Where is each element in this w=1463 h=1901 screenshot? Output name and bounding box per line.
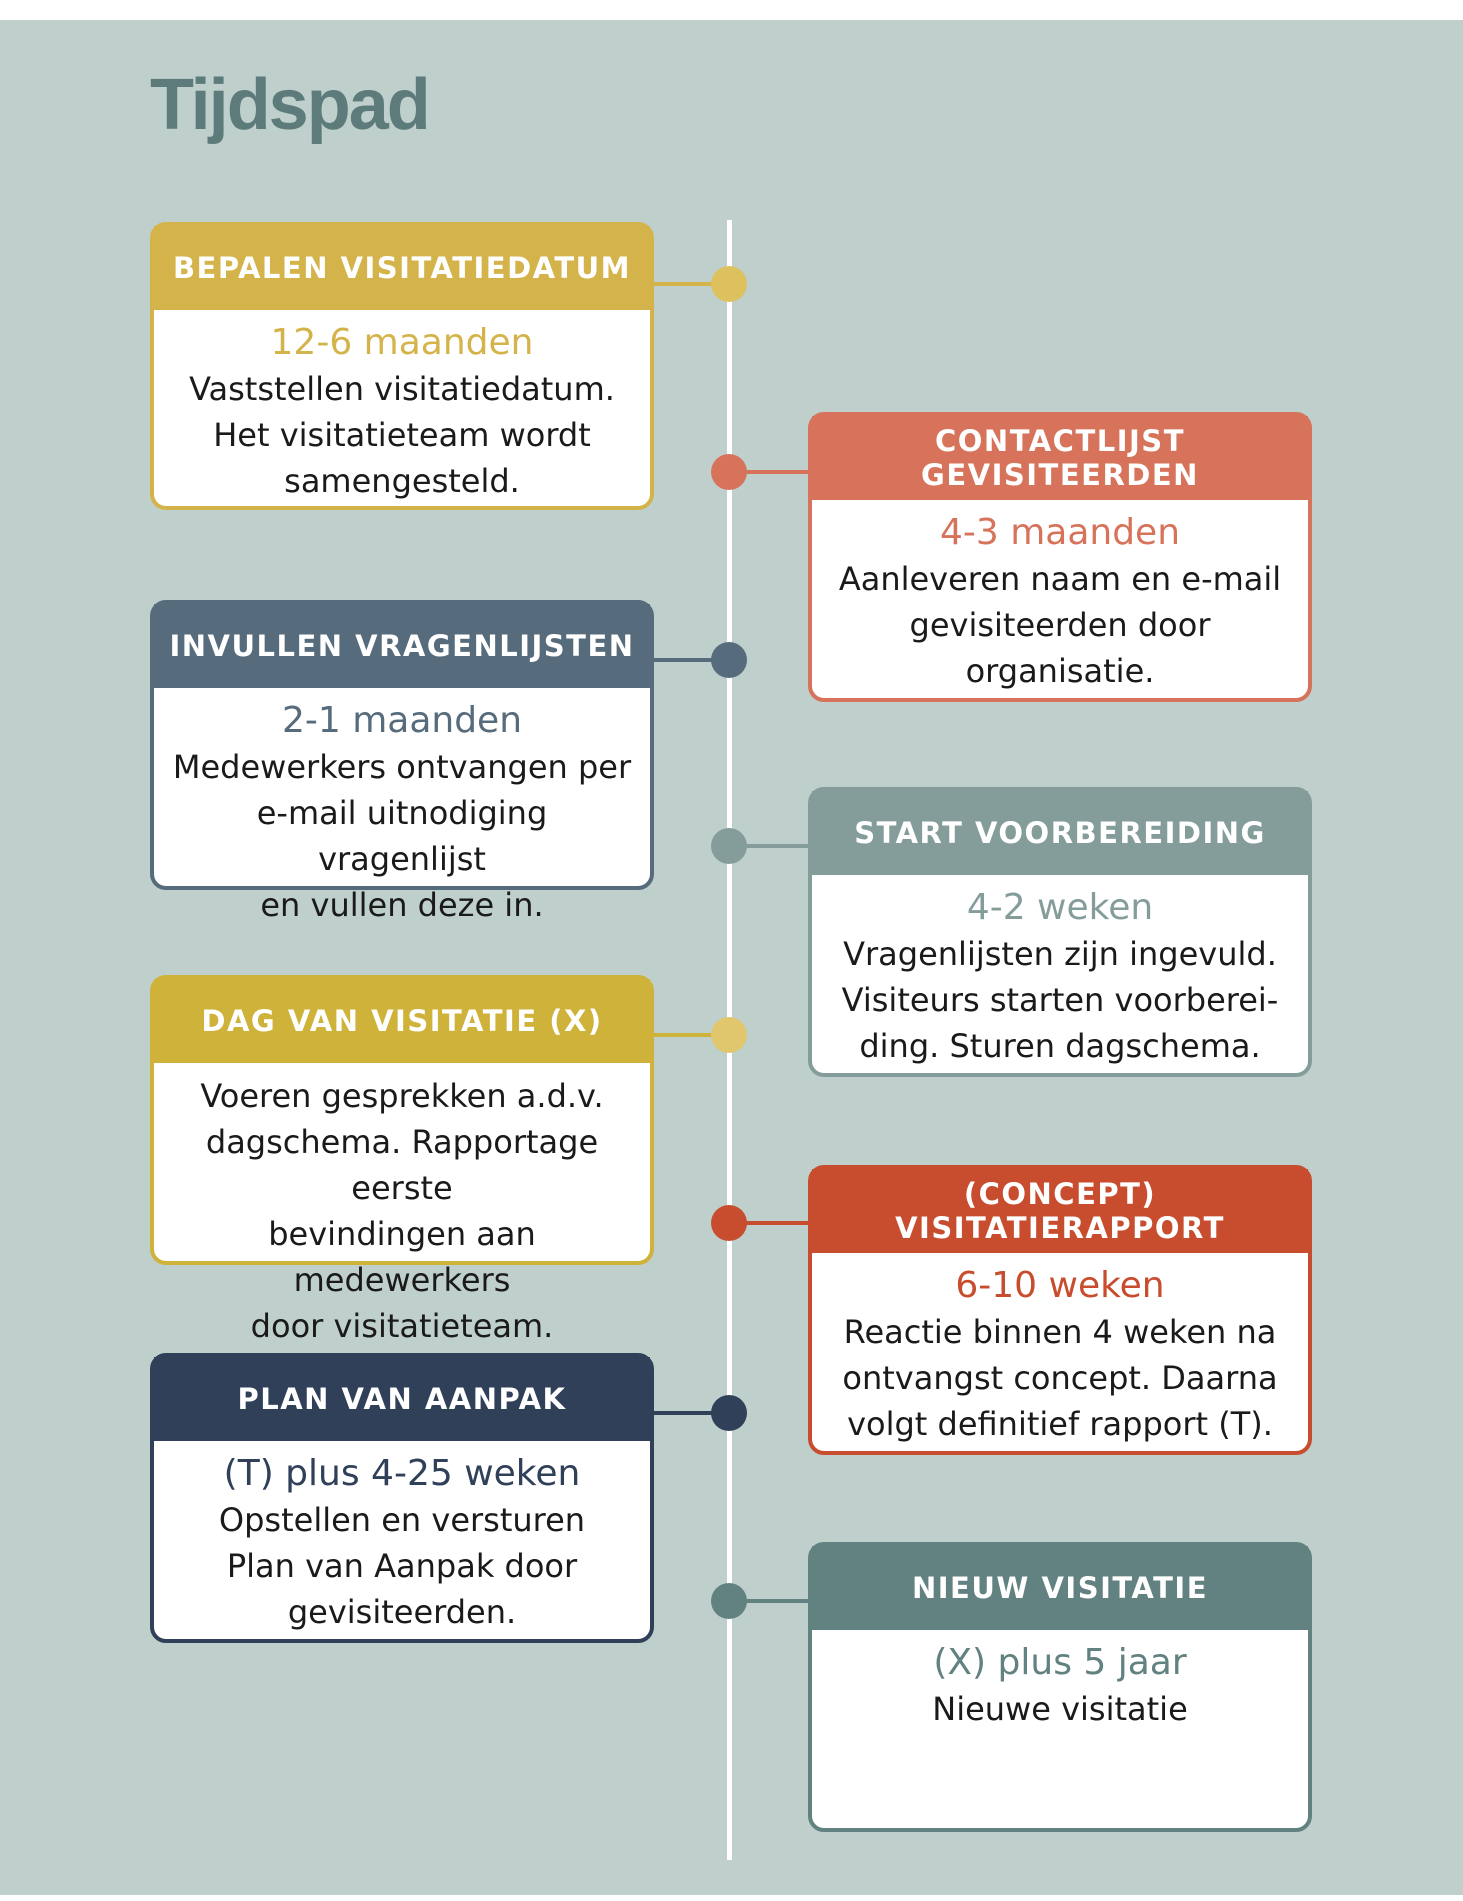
card-header: PLAN VAN AANPAK [154,1357,650,1441]
timeline-dot [711,1205,747,1241]
card-description: Vaststellen visitatiedatum. Het visitatieteam wordt samengesteld. [189,370,615,500]
timeline-card [150,975,654,1345]
card-period: 12-6 maanden [270,322,534,363]
card-period: (T) plus 4-25 weken [223,1453,581,1494]
timeline-card [808,1542,1312,1832]
card-header: BEPALEN VISITATIEDATUM [154,226,650,310]
timeline-card [150,1353,654,1643]
card-description: Aanleveren naam en e-mail gevisiteerden door organisatie. [838,560,1282,690]
timeline-dot [711,266,747,302]
card-description: Nieuwe visitatie [932,1690,1188,1728]
card-header: CONTACTLIJST GEVISITEERDEN [812,416,1308,500]
card-period: (X) plus 5 jaar [933,1642,1187,1683]
card-period: 4-2 weken [966,887,1154,928]
card-body [154,1063,650,1363]
card-period: 4-3 maanden [939,512,1181,553]
card-header: INVULLEN VRAGENLIJSTEN [154,604,650,688]
timeline-card [808,1165,1312,1455]
card-body [812,500,1308,708]
timeline-dot [711,1017,747,1053]
card-description: Opstellen en versturen Plan van Aanpak door gevisiteerden. [218,1501,586,1631]
page-title: Tijdspad [150,65,429,145]
card-body [154,310,650,518]
card-period: 6-10 weken [955,1265,1165,1306]
timeline-dot [711,1395,747,1431]
card-description: Voeren gesprekken a.d.v. dagschema. Rapportage eerste bevindingen aan medewerkers door visitatieteam. [200,1077,604,1345]
card-body [812,875,1308,1083]
card-body [154,688,650,942]
card-description: Medewerkers ontvangen per e-mail uitnodiging vragenlijst en vullen deze in. [172,748,632,924]
timeline-dot [711,642,747,678]
timeline-dot [711,1583,747,1619]
infographic-canvas [0,20,1463,1895]
card-header: NIEUW VISITATIE [812,1546,1308,1630]
timeline-card [808,787,1312,1077]
card-description: Vragenlijsten zijn ingevuld. Visiteurs starten voorberei- ding. Sturen dagschema. [841,935,1279,1065]
timeline-card [150,222,654,510]
timeline-card [150,600,654,924]
card-header: (CONCEPT) VISITATIERAPPORT [812,1169,1308,1253]
timeline-dot [711,828,747,864]
card-body [812,1253,1308,1461]
timeline-card [808,412,1312,702]
card-header: DAG VAN VISITATIE (X) [154,979,650,1063]
card-header: START VOORBEREIDING [812,791,1308,875]
card-period: 2-1 maanden [281,700,523,741]
card-body [154,1441,650,1649]
card-body [812,1630,1308,1746]
timeline-dot [711,454,747,490]
card-description: Reactie binnen 4 weken na ontvangst concept. Daarna volgt definitief rapport (T). [842,1313,1278,1443]
